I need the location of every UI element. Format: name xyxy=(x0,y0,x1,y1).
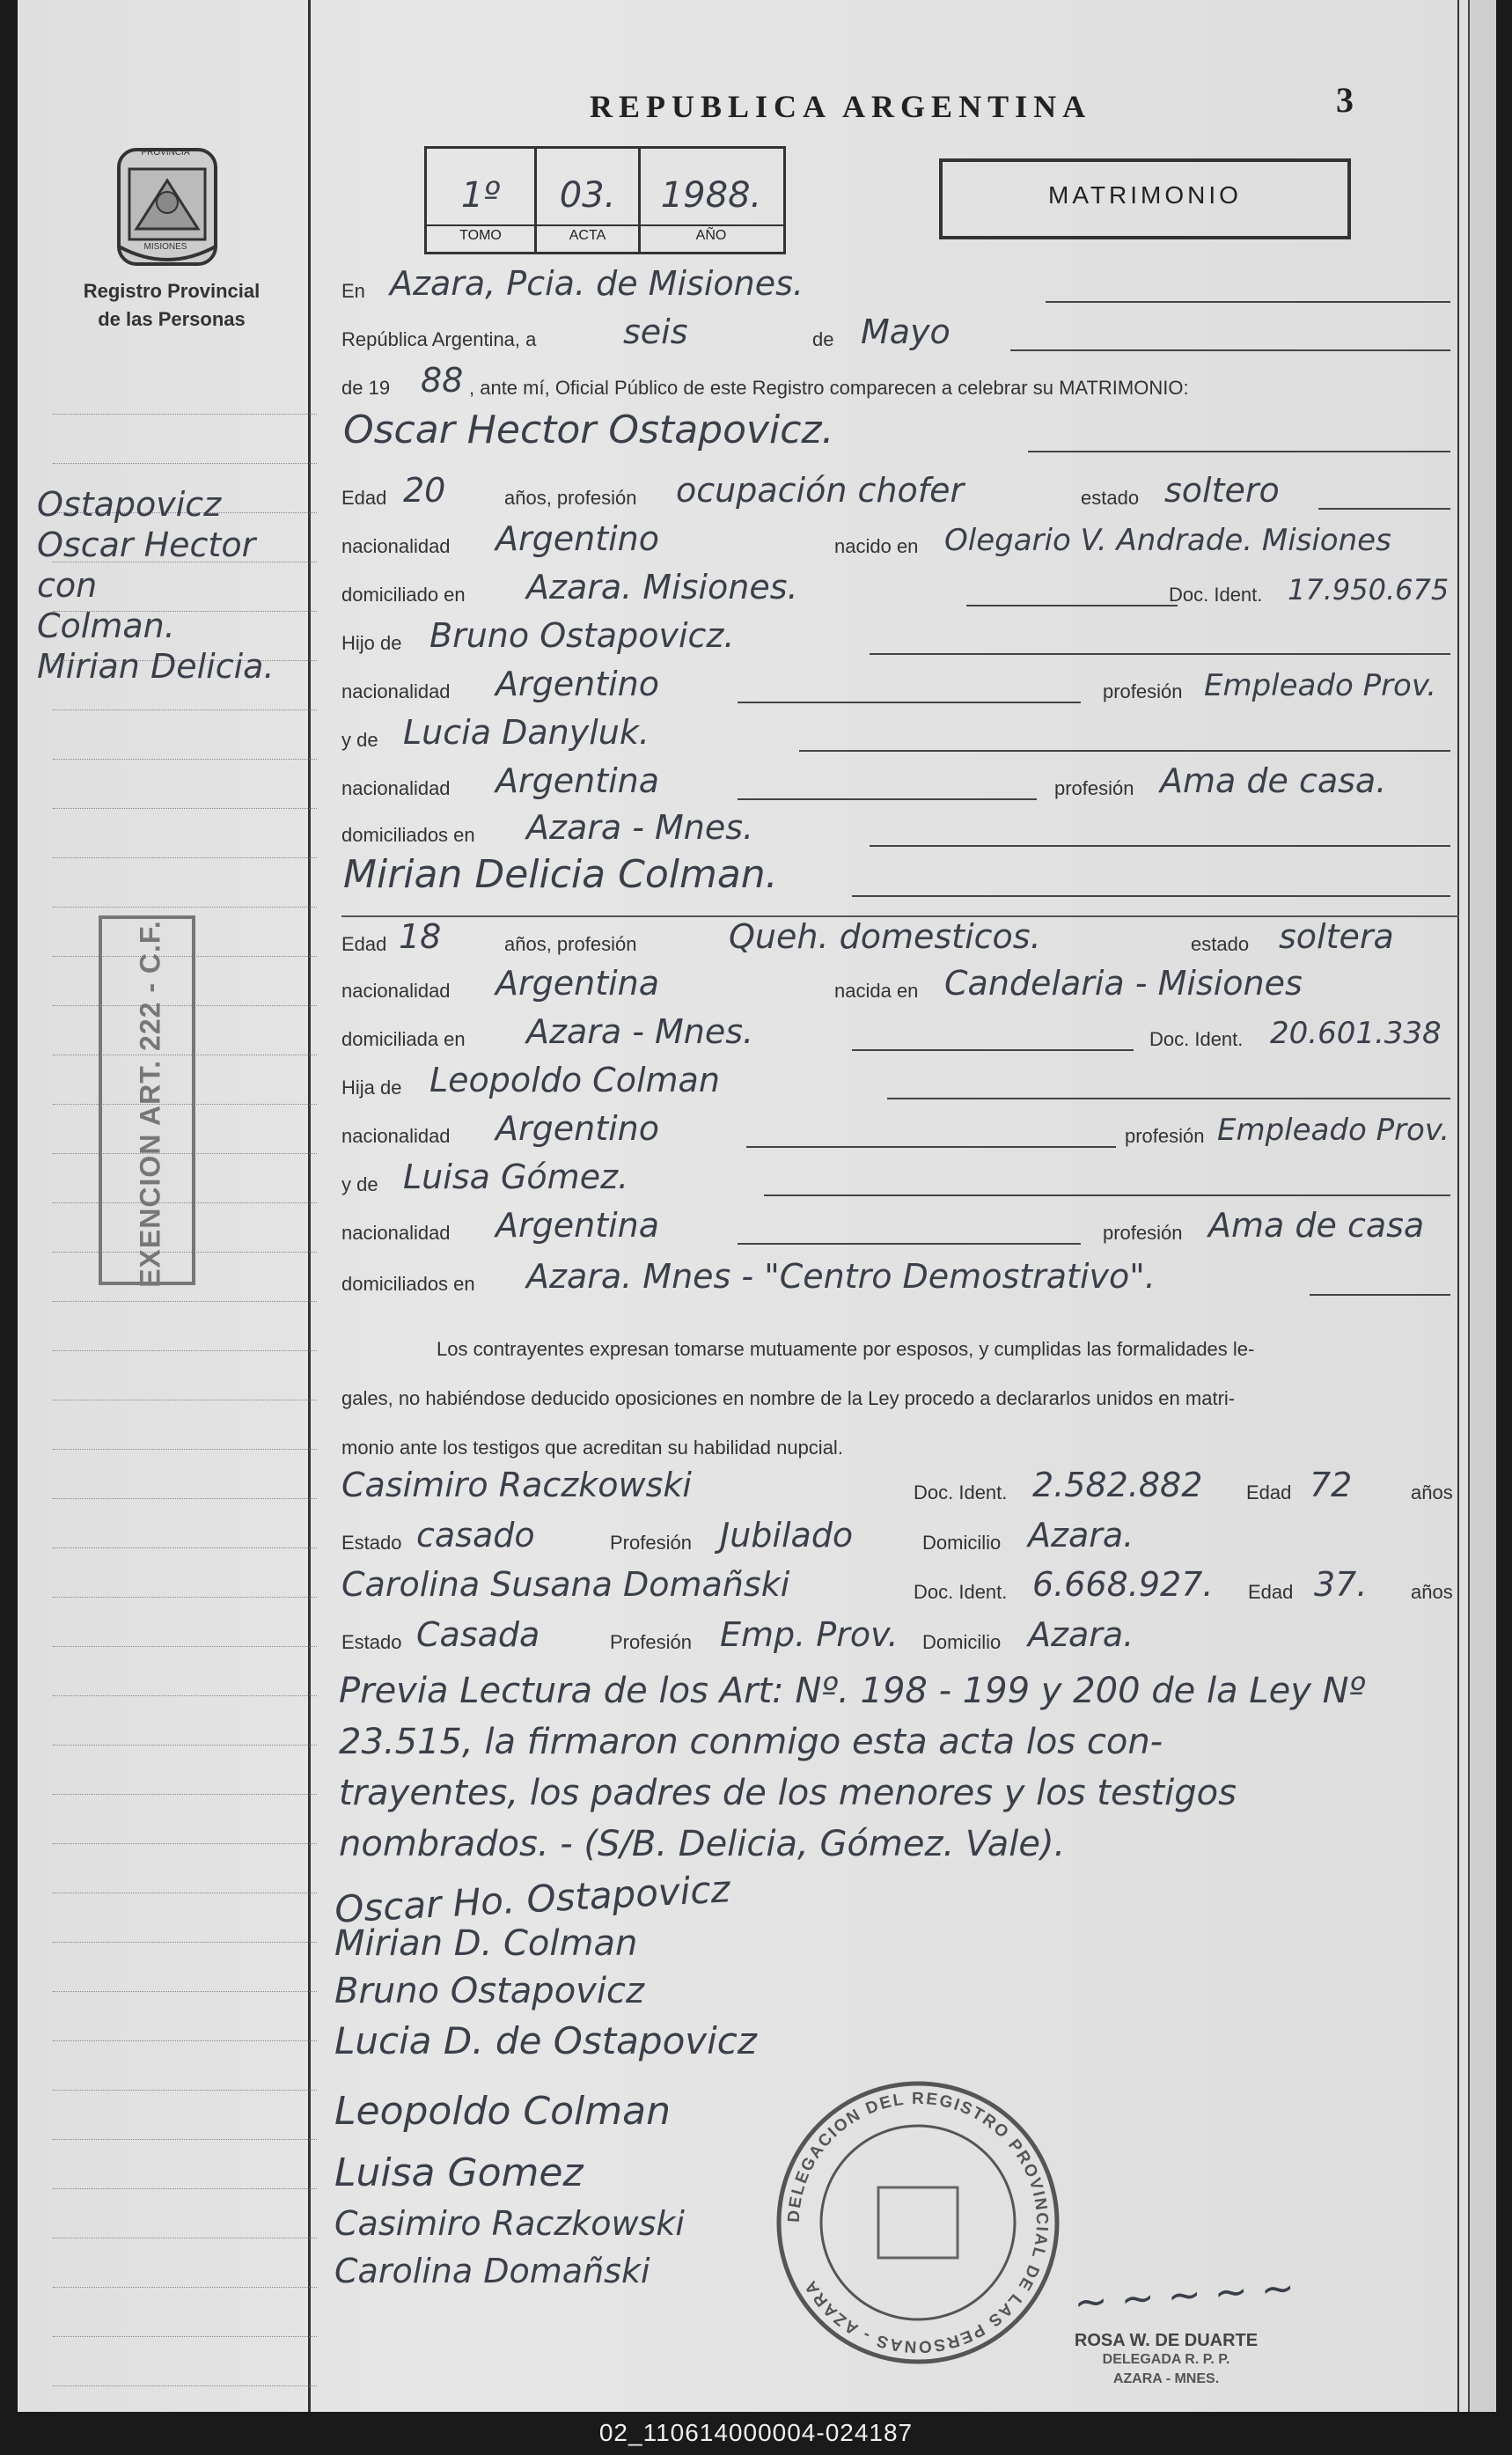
margin-ruled-line xyxy=(53,1646,317,1647)
date-row xyxy=(341,312,1459,356)
label-doc-ident-witness: Doc. Ident. xyxy=(914,1481,1008,1503)
groom-profession: ocupación chofer xyxy=(676,471,965,510)
margin-ruled-line xyxy=(53,463,317,464)
image-caption: 02_110614000004-024187 xyxy=(598,2419,914,2446)
label-doc-ident: Doc. Ident. xyxy=(1169,584,1263,606)
groom-name: Oscar Hector Ostapovicz. xyxy=(343,408,834,452)
acta-value: 03. xyxy=(559,175,616,216)
day-value: seis xyxy=(623,312,688,351)
label-estado-witness: Estado xyxy=(341,1532,402,1554)
witness1-domicile: Azara. xyxy=(1028,1516,1134,1555)
seal-top-text: PROVINCIA xyxy=(141,148,190,158)
margin-ruled-line xyxy=(53,709,317,710)
label-domiciliada-en: domiciliada en xyxy=(341,1028,466,1050)
label-edad-witness: Edad xyxy=(1248,1581,1294,1603)
signature: Luisa Gomez xyxy=(334,2150,584,2195)
signature: Carolina Domañski xyxy=(334,2252,650,2290)
fill-line xyxy=(764,1194,1450,1196)
bride-age: 18 xyxy=(399,917,442,956)
margin-ruled-line xyxy=(53,1695,317,1696)
groom-age: 20 xyxy=(403,471,446,510)
registry-line-1: Registro Provincial xyxy=(83,280,261,302)
witness1-status: casado xyxy=(416,1516,535,1555)
document-type: MATRIMONIO xyxy=(1048,181,1242,209)
official-role: DELEGADA R. P. P. xyxy=(1102,2352,1230,2367)
bride-nationality: Argentina xyxy=(495,964,660,1003)
groom-parents-domicile-row xyxy=(341,808,1459,852)
signature: Oscar Ho. Ostapovicz xyxy=(334,1867,731,1931)
label-profesion-witness: Profesión xyxy=(610,1532,692,1554)
bride-mother-row xyxy=(341,1158,1459,1202)
bride-name-row xyxy=(341,852,1459,902)
label-de19: de 19 xyxy=(341,377,391,399)
document-type-box xyxy=(939,158,1351,239)
statement-line: Los contrayentes expresan tomarse mutuamente por esposos, y cumplidas las formalidades le- xyxy=(437,1338,1255,1360)
statement-line: monio ante los testigos que acreditan su habilidad nupcial. xyxy=(341,1437,843,1459)
label-profesion-witness: Profesión xyxy=(610,1631,692,1653)
witness2-name: Carolina Susana Domañski xyxy=(341,1565,790,1604)
fill-line xyxy=(852,895,1450,897)
margin-ruled-line xyxy=(53,2139,317,2140)
label-domiciliados-en: domiciliados en xyxy=(341,824,475,846)
fill-line xyxy=(738,702,1081,703)
label-profesion: profesión xyxy=(1125,1125,1205,1147)
page-number: 3 xyxy=(1336,80,1354,120)
acta-label: ACTA xyxy=(569,228,606,243)
label-hija-de: Hija de xyxy=(341,1077,402,1099)
fill-line xyxy=(738,1243,1081,1245)
label-en: En xyxy=(341,280,365,302)
margin-note-line: Ostapovicz xyxy=(37,485,222,524)
margin-divider xyxy=(308,0,311,2412)
fill-line xyxy=(1310,1294,1450,1296)
fill-line xyxy=(738,798,1037,800)
registry-round-stamp-icon xyxy=(773,2077,1063,2368)
fill-line xyxy=(799,750,1450,752)
label-domicilio-witness: Domicilio xyxy=(922,1532,1002,1554)
margin-note-line: Mirian Delicia. xyxy=(37,647,275,686)
fill-line xyxy=(852,1049,1134,1051)
label-anos: años xyxy=(1411,1481,1453,1503)
witness2-profession: Emp. Prov. xyxy=(720,1615,899,1654)
label-domiciliados-en: domiciliados en xyxy=(341,1273,475,1295)
groom-mother-profession: Ama de casa. xyxy=(1160,761,1387,800)
margin-ruled-line xyxy=(53,1350,317,1351)
label-nacionalidad: nacionalidad xyxy=(341,1222,451,1244)
bride-father: Leopoldo Colman xyxy=(429,1061,720,1099)
closing-line: nombrados. - (S/B. Delicia, Gómez. Vale). xyxy=(339,1824,1066,1864)
fill-line xyxy=(1046,301,1450,303)
margin-note xyxy=(37,484,310,687)
groom-father: Bruno Ostapovicz. xyxy=(429,616,735,655)
margin-ruled-line xyxy=(53,2336,317,2337)
year-suffix: 88 xyxy=(421,361,464,400)
margin-ruled-line xyxy=(53,1745,317,1746)
label-nacionalidad: nacionalidad xyxy=(341,1125,451,1147)
margin-ruled-line xyxy=(53,1597,317,1598)
anio-label: AÑO xyxy=(695,228,727,243)
box-rule xyxy=(427,224,783,226)
anio-value: 1988. xyxy=(660,175,762,216)
svg-text:DELEGACION DEL REGISTRO PROVIN xyxy=(785,2090,1051,2356)
label-nacionalidad: nacionalidad xyxy=(341,777,451,799)
fill-line xyxy=(1028,451,1450,452)
label-domicilio-witness: Domicilio xyxy=(922,1631,1002,1653)
witness2-doc: 6.668.927. xyxy=(1032,1565,1214,1604)
groom-father-profession: Empleado Prov. xyxy=(1204,668,1437,703)
bride-father-profession: Empleado Prov. xyxy=(1217,1113,1450,1148)
official-place: AZARA - MNES. xyxy=(1112,2371,1220,2386)
witness2-status: Casada xyxy=(416,1615,540,1654)
exemption-stamp-text: EXENCION ART. 222 - C.F. xyxy=(134,920,166,1288)
label-profesion: profesión xyxy=(1103,1222,1183,1244)
groom-mother-nat-row xyxy=(341,761,1459,805)
groom-nationality-row xyxy=(341,519,1459,563)
label-estado-witness: Estado xyxy=(341,1631,402,1653)
margin-ruled-line xyxy=(53,2287,317,2288)
label-edad: Edad xyxy=(341,933,387,955)
year-row xyxy=(341,361,1459,405)
groom-domicile-row xyxy=(341,568,1459,612)
groom-father-nationality: Argentino xyxy=(495,665,659,703)
label-hijo-de: Hijo de xyxy=(341,632,402,654)
label-nacido-en: nacido en xyxy=(834,535,919,557)
bride-doc: 20.601.338 xyxy=(1270,1016,1442,1051)
signature: Casimiro Raczkowski xyxy=(334,2204,685,2243)
exemption-stamp xyxy=(99,915,195,1288)
bride-status: soltera xyxy=(1279,917,1394,956)
month-value: Mayo xyxy=(861,312,951,351)
seal-bottom-text: MISIONES xyxy=(143,242,187,252)
margin-ruled-line xyxy=(53,1794,317,1795)
groom-status: soltero xyxy=(1164,471,1280,510)
closing-paragraph xyxy=(339,1665,1461,1870)
fill-line xyxy=(966,605,1178,606)
closing-line: Previa Lectura de los Art: Nº. 198 - 199 y 200 de la Ley Nº xyxy=(339,1671,1366,1711)
statement-text xyxy=(341,1325,1457,1473)
volume-record-box xyxy=(424,146,786,254)
margin-ruled-line xyxy=(53,808,317,809)
place-value: Azara, Pcia. de Misiones. xyxy=(390,264,804,303)
round-stamp-text: DELEGACION DEL REGISTRO PROVINCIAL DE LAS PERSONAS - AZARA xyxy=(784,2089,1052,2356)
bride-nationality-row xyxy=(341,964,1459,1008)
margin-ruled-line xyxy=(53,1942,317,1943)
witness2-detail-row xyxy=(341,1615,1459,1659)
bride-parents-domicile-row xyxy=(341,1257,1459,1301)
label-de: de xyxy=(812,328,834,350)
groom-parents-domicile: Azara - Mnes. xyxy=(526,808,754,847)
signature: Mirian D. Colman xyxy=(334,1923,638,1964)
margin-ruled-line xyxy=(53,1498,317,1499)
signature: Leopoldo Colman xyxy=(334,2089,671,2134)
bride-birthplace: Candelaria - Misiones xyxy=(944,964,1303,1003)
province-seal-icon xyxy=(101,141,233,273)
witness2-domicile: Azara. xyxy=(1028,1615,1134,1654)
fill-line xyxy=(1318,508,1450,510)
margin-note-line: Colman. xyxy=(37,606,175,645)
label-nacida-en: nacida en xyxy=(834,980,919,1002)
label-profesion: profesión xyxy=(1103,680,1183,702)
margin-ruled-line xyxy=(53,2188,317,2189)
groom-father-row xyxy=(341,616,1459,660)
witness1-name: Casimiro Raczkowski xyxy=(341,1466,692,1504)
label-nacionalidad: nacionalidad xyxy=(341,980,451,1002)
witness1-age: 72 xyxy=(1310,1466,1353,1504)
fill-line xyxy=(870,653,1450,655)
bride-mother-nat-row xyxy=(341,1206,1459,1250)
witness1-row xyxy=(341,1466,1459,1510)
label-nacionalidad: nacionalidad xyxy=(341,680,451,702)
page-edge xyxy=(1468,0,1496,2412)
label-profesion: profesión xyxy=(1054,777,1134,799)
groom-birthplace: Olegario V. Andrade. Misiones xyxy=(944,523,1391,558)
label-y-de: y de xyxy=(341,1173,378,1195)
margin-ruled-line xyxy=(53,1449,317,1450)
witness2-row xyxy=(341,1565,1459,1609)
groom-name-row xyxy=(341,408,1459,458)
margin-ruled-line xyxy=(53,2040,317,2041)
fill-line xyxy=(887,1098,1450,1099)
label-anos-profesion: años, profesión xyxy=(504,487,637,509)
label-estado: estado xyxy=(1081,487,1140,509)
margin-ruled-line xyxy=(53,907,317,908)
margin-ruled-line xyxy=(53,1301,317,1302)
place-row xyxy=(341,264,1459,308)
country-title: REPUBLICA ARGENTINA xyxy=(590,89,1092,124)
bride-profession: Queh. domesticos. xyxy=(729,917,1041,956)
witness1-profession: Jubilado xyxy=(720,1516,854,1555)
bride-age-row xyxy=(341,915,1459,961)
registry-line-2: de las Personas xyxy=(98,308,246,330)
groom-mother-nationality: Argentina xyxy=(495,761,660,800)
register-sheet xyxy=(18,0,1468,2412)
groom-mother: Lucia Danyluk. xyxy=(403,713,650,752)
groom-age-row xyxy=(341,471,1459,515)
groom-father-nat-row xyxy=(341,665,1459,709)
margin-ruled-line xyxy=(53,857,317,858)
label-republica: República Argentina, a xyxy=(341,328,537,350)
fill-line xyxy=(746,1146,1116,1148)
margin-ruled-line xyxy=(53,414,317,415)
label-y-de: y de xyxy=(341,729,378,751)
fill-line xyxy=(1010,349,1450,351)
tomo-label: TOMO xyxy=(459,228,502,243)
label-domiciliado-en: domiciliado en xyxy=(341,584,466,606)
bride-domicile-row xyxy=(341,1012,1459,1056)
margin-ruled-line xyxy=(53,2385,317,2386)
bride-mother-nationality: Argentina xyxy=(495,1206,660,1245)
fill-line xyxy=(870,845,1450,847)
official-name: ROSA W. DE DUARTE xyxy=(1074,2331,1259,2350)
label-anos-profesion: años, profesión xyxy=(504,933,637,955)
bride-father-row xyxy=(341,1061,1459,1105)
label-doc-ident: Doc. Ident. xyxy=(1149,1028,1244,1050)
bride-mother: Luisa Gómez. xyxy=(403,1158,629,1196)
groom-nationality: Argentino xyxy=(495,519,659,558)
tomo-value: 1º xyxy=(460,175,501,216)
bride-name: Mirian Delicia Colman. xyxy=(343,852,778,897)
groom-doc: 17.950.675 xyxy=(1288,573,1450,606)
closing-line: 23.515, la firmaron conmigo esta acta los con- xyxy=(339,1722,1163,1762)
statement-line: gales, no habiéndose deducido oposiciones en nombre de la Ley procedo a declararlos unidos en matri- xyxy=(341,1387,1236,1409)
bride-mother-profession: Ama de casa xyxy=(1208,1206,1425,1245)
witness2-age: 37. xyxy=(1314,1565,1368,1604)
bride-father-nat-row xyxy=(341,1109,1459,1153)
groom-domicile: Azara. Misiones. xyxy=(526,568,798,606)
margin-ruled-line xyxy=(53,759,317,760)
label-edad: Edad xyxy=(341,487,387,509)
label-anos: años xyxy=(1411,1581,1453,1603)
bride-parents-domicile: Azara. Mnes - "Centro Demostrativo". xyxy=(526,1257,1156,1296)
margin-ruled-line xyxy=(53,1547,317,1548)
margin-ruled-line xyxy=(53,1843,317,1844)
closing-line: trayentes, los padres de los menores y los testigos xyxy=(339,1773,1237,1813)
groom-mother-row xyxy=(341,713,1459,757)
signature: Bruno Ostapovicz xyxy=(334,1971,644,2011)
label-nacionalidad: nacionalidad xyxy=(341,535,451,557)
bride-domicile: Azara - Mnes. xyxy=(526,1012,754,1051)
margin-ruled-line xyxy=(53,2090,317,2091)
margin-note-line: Oscar Hector xyxy=(37,526,256,564)
witness1-doc: 2.582.882 xyxy=(1032,1466,1203,1504)
margin-note-line: con xyxy=(37,566,98,605)
bride-father-nationality: Argentino xyxy=(495,1109,659,1148)
witness1-detail-row xyxy=(341,1516,1459,1560)
label-edad-witness: Edad xyxy=(1246,1481,1292,1503)
label-ante-mi: , ante mí, Oficial Público de este Registro comparecen a celebrar su MATRIMONIO: xyxy=(469,377,1189,399)
label-doc-ident-witness: Doc. Ident. xyxy=(914,1581,1008,1603)
label-estado: estado xyxy=(1191,933,1250,955)
official-signature: ~ ~ ~ ~ ~ xyxy=(1072,2263,1296,2326)
margin-ruled-line xyxy=(53,1991,317,1992)
signature: Lucia D. de Ostapovicz xyxy=(334,2019,757,2062)
